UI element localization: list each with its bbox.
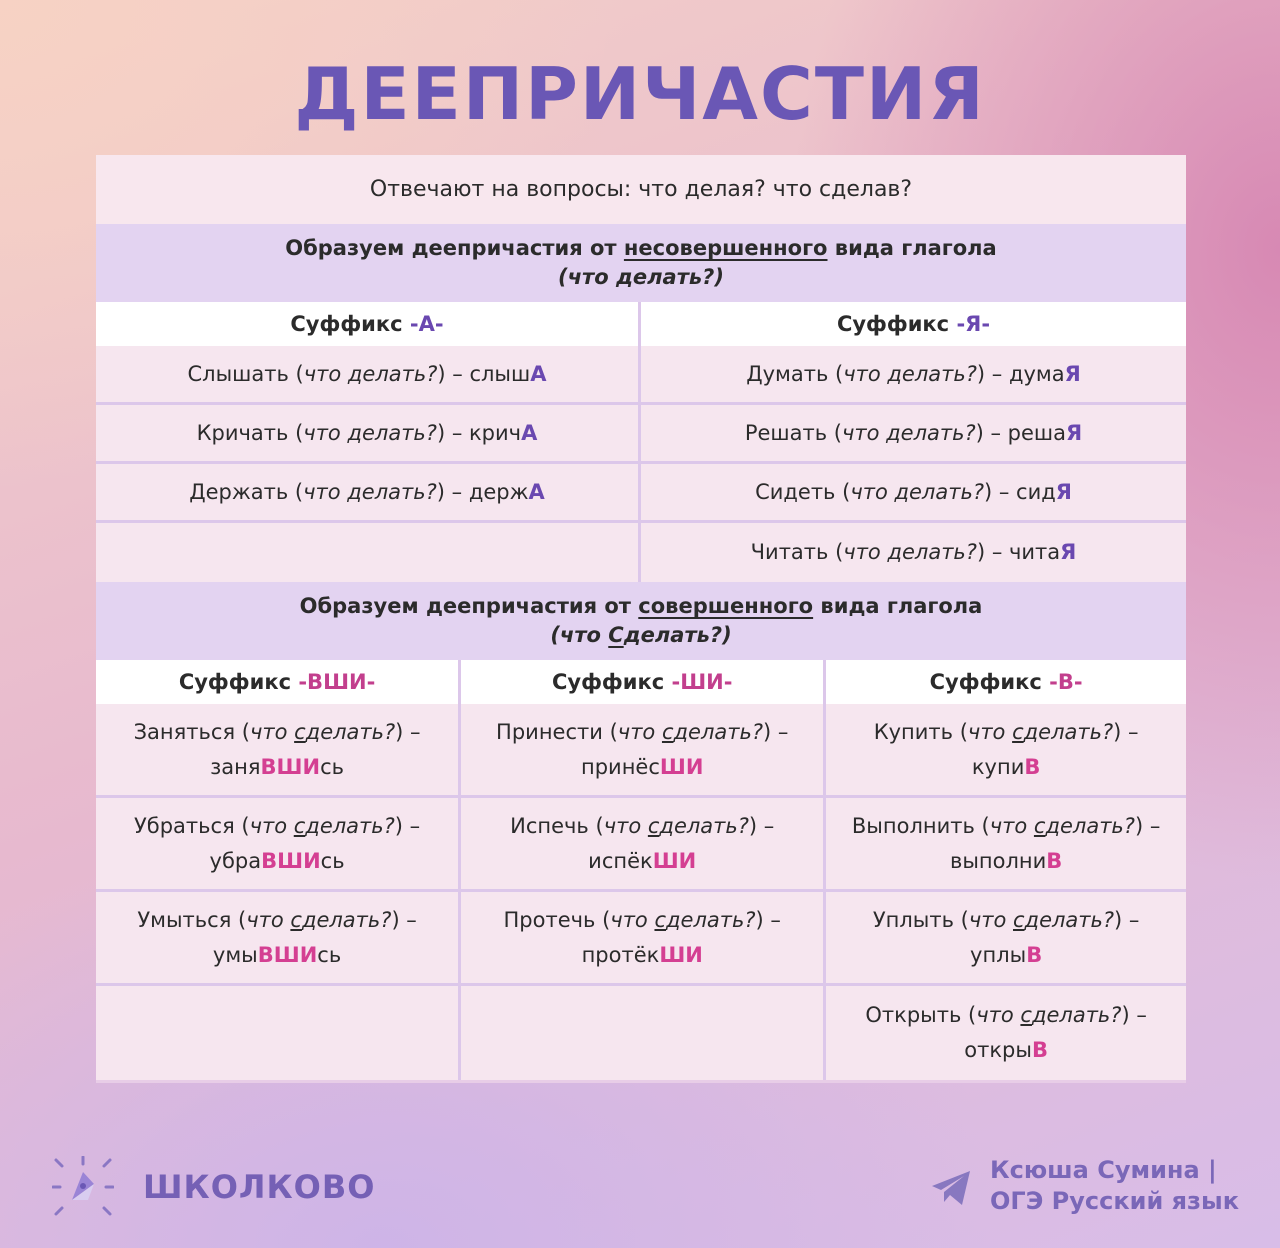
- header-text: вида глагола: [813, 594, 983, 618]
- author-info: [990, 1155, 1239, 1217]
- header-text: Образуем деепричастия от: [299, 594, 639, 618]
- question-underlined: с: [654, 907, 667, 932]
- suffix-end: Я: [1060, 540, 1077, 564]
- shkolkovo-logo-icon: [52, 1156, 114, 1218]
- stem: уплы: [970, 942, 1027, 967]
- suffix-ya-header: [641, 302, 1186, 346]
- question: делать?: [659, 813, 749, 838]
- brand-name: ШКОЛКОВО: [143, 1168, 376, 1206]
- question: что: [989, 813, 1034, 838]
- question: что делать?: [303, 479, 437, 504]
- question: делать?: [1024, 907, 1115, 932]
- perfective-header: [96, 582, 1186, 660]
- empty-cell: [461, 986, 826, 1080]
- question: что делать?: [303, 420, 437, 445]
- verb: Принести: [496, 719, 603, 744]
- verb: Слышать: [187, 361, 289, 386]
- verb: Решать: [744, 420, 828, 445]
- question-underlined: с: [293, 813, 306, 838]
- stem: чита: [1009, 540, 1061, 564]
- suffix-a-header: [96, 302, 641, 346]
- example-cell-ya: Читать ( что делать? ) – чита Я: [641, 523, 1186, 582]
- suffix-marker: -ВШИ-: [298, 669, 376, 694]
- suffix-marker: -В-: [1049, 669, 1083, 694]
- author-line-1: Ксюша Сумина |: [990, 1156, 1217, 1184]
- suffix-label: Суффикс: [929, 669, 1042, 694]
- verb: Заняться: [133, 719, 236, 744]
- suffix-shi-header: [461, 660, 826, 704]
- stem: умы: [212, 942, 258, 967]
- header-text: вида глагола: [827, 236, 997, 260]
- question: что делать?: [843, 540, 977, 564]
- suffix-end: А: [521, 420, 538, 445]
- suffix-end: ШИ: [659, 754, 704, 779]
- stem: слыш: [469, 361, 531, 386]
- imperfective-header-question: (что делать?): [558, 265, 724, 289]
- empty-cell: [96, 986, 461, 1080]
- suffix-end: В: [1026, 942, 1043, 967]
- example-cell-v: Уплыть (что сделать?) – уплыВ: [826, 892, 1186, 986]
- stem: крич: [469, 420, 522, 445]
- question: делать?: [673, 719, 763, 744]
- suffix-label: Суффикс: [551, 669, 665, 694]
- suffix-v-header: [826, 660, 1186, 704]
- header-text: Образуем деепричастия от: [285, 236, 624, 260]
- question: что: [610, 907, 655, 932]
- question: что делать?: [843, 361, 977, 386]
- example-cell-v: Открыть (что сделать?) – открыВ: [826, 986, 1186, 1080]
- empty-cell: [96, 523, 641, 582]
- example-cell-a: Держать ( что делать? ) – держ А: [96, 464, 641, 523]
- suffix-end: ВШИ: [261, 848, 321, 873]
- question: что: [246, 907, 291, 932]
- page-title: ДЕЕПРИЧАСТИЯ: [294, 52, 986, 136]
- example-cell-a: Кричать ( что делать? ) – крич А: [96, 405, 641, 464]
- tail: сь: [320, 848, 345, 873]
- intro-text: Отвечают на вопросы: что делая? что сделав?: [96, 155, 1186, 224]
- author-line-2: ОГЭ Русский язык: [990, 1187, 1239, 1215]
- suffix-end: А: [530, 361, 547, 386]
- question: делать?: [1031, 1003, 1122, 1027]
- question-underlined: с: [647, 813, 660, 838]
- verb: Кричать: [196, 420, 289, 445]
- example-cell-ya: Сидеть ( что делать? ) – сид Я: [641, 464, 1186, 523]
- stem: принёс: [580, 754, 660, 779]
- verb: Умыться: [137, 907, 232, 932]
- question: делать?: [305, 813, 395, 838]
- verb: Открыть: [865, 1003, 962, 1027]
- verb: Сидеть: [755, 479, 836, 504]
- suffix-end: А: [528, 479, 545, 504]
- imperfective-header: [96, 224, 1186, 302]
- q-underlined: С: [608, 623, 624, 647]
- example-cell-shi: Принести (что сделать?) – принёсШИ: [461, 704, 826, 798]
- example-cell-shi: Протечь (что сделать?) – протёкШИ: [461, 892, 826, 986]
- verb: Убраться: [133, 813, 235, 838]
- question: что: [967, 719, 1013, 744]
- suffix-vshi-header: [96, 660, 461, 704]
- question: делать?: [666, 907, 756, 932]
- question: что: [249, 813, 294, 838]
- example-cell-ya: Решать ( что делать? ) – реша Я: [641, 405, 1186, 464]
- header-underlined: несовершенного: [623, 236, 828, 260]
- example-cell-ya: Думать ( что делать? ) – дума Я: [641, 346, 1186, 405]
- suffix-marker: -ШИ-: [671, 669, 733, 694]
- suffix-end: Я: [1066, 420, 1083, 445]
- verb: Думать: [746, 361, 829, 386]
- question: что: [249, 719, 295, 744]
- stem: испёк: [588, 848, 653, 873]
- example-cell-v: Купить (что сделать?) – купиВ: [826, 704, 1186, 798]
- stem: реша: [1007, 420, 1067, 445]
- example-cell-vshi: Заняться (что сделать?) – заняВШИсь: [96, 704, 461, 798]
- question: что: [603, 813, 648, 838]
- verb: Уплыть: [872, 907, 954, 932]
- verb: Держать: [189, 479, 289, 504]
- verb: Купить: [873, 719, 954, 744]
- stem: протёк: [581, 942, 660, 967]
- suffix-label: Суффикс: [290, 311, 403, 336]
- question-underlined: с: [1020, 1003, 1032, 1027]
- example-cell-vshi: Умыться (что сделать?) – умыВШИсь: [96, 892, 461, 986]
- verb: Испечь: [510, 813, 589, 838]
- stem: откры: [964, 1038, 1032, 1062]
- question-underlined: с: [1033, 813, 1046, 838]
- q-part: (что: [550, 623, 609, 647]
- suffix-end: ШИ: [652, 848, 697, 873]
- question-underlined: с: [661, 719, 674, 744]
- suffix-end: В: [1031, 1038, 1048, 1062]
- verb: Читать: [750, 540, 829, 564]
- suffix-end: Я: [1055, 479, 1072, 504]
- question: что делать?: [303, 361, 438, 386]
- question: делать?: [305, 719, 396, 744]
- suffix-end: В: [1046, 848, 1063, 873]
- suffix-label: Суффикс: [836, 311, 950, 336]
- suffix-marker: -Я-: [956, 311, 991, 336]
- imperfective-header-line: [285, 234, 996, 263]
- stem: держ: [468, 479, 529, 504]
- question-underlined: с: [290, 907, 302, 932]
- question-underlined: с: [1012, 719, 1024, 744]
- question: что: [976, 1003, 1021, 1027]
- question: что: [968, 907, 1013, 932]
- question: делать?: [1045, 813, 1135, 838]
- q-part: делать?): [623, 623, 732, 647]
- suffix-end: ВШИ: [260, 754, 321, 779]
- example-cell-shi: Испечь (что сделать?) – испёкШИ: [461, 798, 826, 892]
- tail: сь: [317, 942, 342, 967]
- stem: купи: [971, 754, 1025, 779]
- example-cell-vshi: Убраться (что сделать?) – убраВШИсь: [96, 798, 461, 892]
- suffix-end: ШИ: [659, 942, 703, 967]
- stem: дума: [1008, 361, 1065, 386]
- perfective-header-line: [300, 592, 983, 621]
- stem: убра: [209, 848, 262, 873]
- question: что: [617, 719, 662, 744]
- question: делать?: [1023, 719, 1114, 744]
- grammar-table: [96, 155, 1186, 1083]
- perfective-header-question: [550, 621, 731, 650]
- verb: Выполнить: [851, 813, 975, 838]
- question-underlined: с: [1013, 907, 1025, 932]
- suffix-end: Я: [1064, 361, 1081, 386]
- stem: сид: [1016, 479, 1056, 504]
- example-cell-a: Слышать ( что делать? ) – слыш А: [96, 346, 641, 405]
- suffix-end: ВШИ: [257, 942, 318, 967]
- stem: выполни: [949, 848, 1047, 873]
- question: что делать?: [841, 420, 976, 445]
- stem: заня: [210, 754, 261, 779]
- telegram-plane-icon: [930, 1168, 972, 1208]
- question: делать?: [301, 907, 392, 932]
- tail: сь: [320, 754, 344, 779]
- suffix-label: Суффикс: [178, 669, 292, 694]
- verb: Протечь: [503, 907, 596, 932]
- example-cell-v: Выполнить (что сделать?) – выполниВ: [826, 798, 1186, 892]
- question-underlined: с: [294, 719, 306, 744]
- question: что делать?: [850, 479, 984, 504]
- suffix-marker: -А-: [409, 311, 444, 336]
- header-underlined: совершенного: [638, 594, 814, 618]
- suffix-end: В: [1024, 754, 1041, 779]
